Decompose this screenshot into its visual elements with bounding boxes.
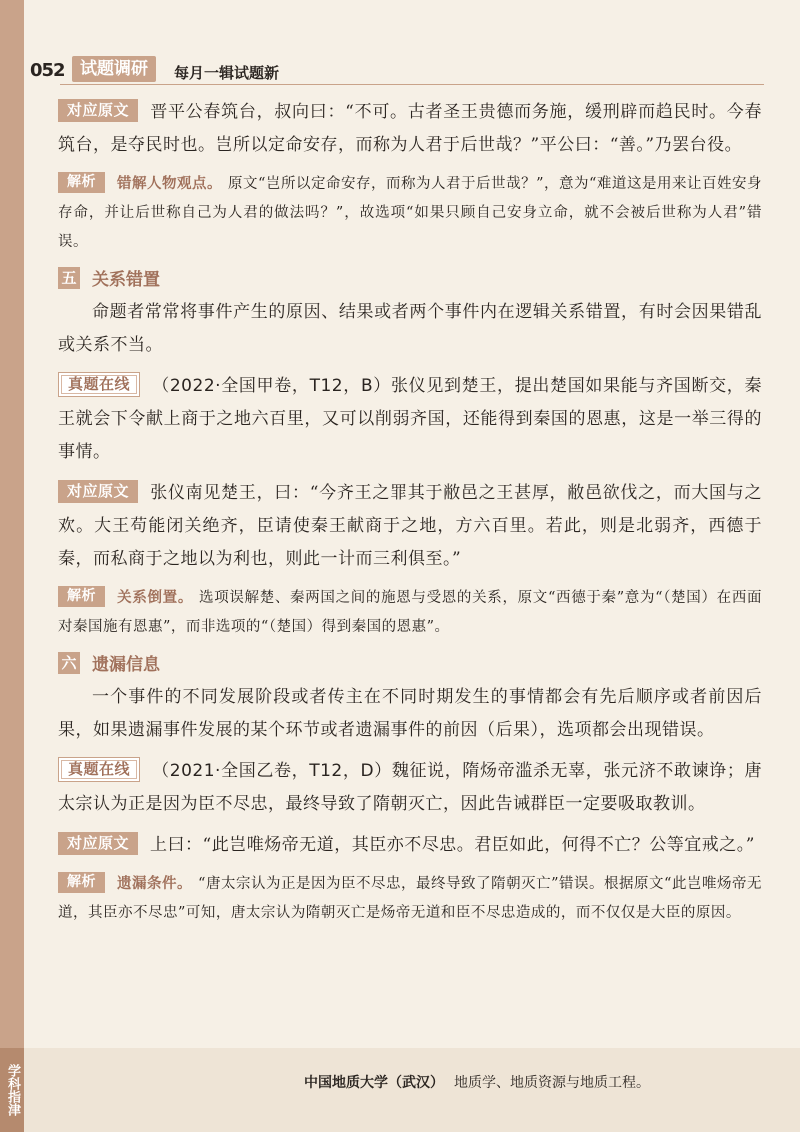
analysis-block xyxy=(58,584,762,642)
section-intro: 命题者常常将事件产生的原因、结果或者两个事件内在逻辑关系错置，有时会因果错乱或关系不当。 xyxy=(58,302,762,355)
exam-question-text: （2021·全国乙卷，T12，D）魏征说，隋炀帝滥杀无辜，张元济不敢谏诤；唐太宗认为正是因为臣不尽忠，最终导致了隋朝灭亡，因此告诫群臣一定要吸取教训。 xyxy=(58,761,762,814)
source-text: 张仪南见楚王，曰：“今齐王之罪其于敝邑之王甚厚，敝邑欲伐之，而大国与之欢。大王苟能闭关绝齐，臣请使秦王献商于之地，方六百里。若此，则是北弱齐，西德于秦，而私商于之地以为利也，则此一计而三利俱至。” xyxy=(58,483,762,569)
section-heading xyxy=(58,650,762,675)
left-margin-bar xyxy=(0,0,24,1132)
analysis-highlight: 遗漏条件。 xyxy=(117,876,193,892)
source-text: 上曰：“此岂唯炀帝无道，其臣亦不尽忠。君臣如此，何得不亡？公等宜戒之。” xyxy=(150,835,755,855)
source-text-tag: 对应原文 xyxy=(58,832,138,855)
analysis-block xyxy=(58,870,762,928)
analysis-highlight: 关系倒置。 xyxy=(117,590,194,606)
heading-number: 六 xyxy=(58,652,80,674)
source-text: 晋平公春筑台，叔向曰：“不可。古者圣王贵德而务施，缓刑辟而趋民时。今春筑台，是夺民时也。岂所以定命安存，而称为人君于后世哉？”平公曰：“善。”乃罢台役。 xyxy=(58,102,762,155)
analysis-highlight: 错解人物观点。 xyxy=(117,176,223,192)
analysis-text: 选项误解楚、秦两国之间的施恩与受恩的关系，原文“西德于秦”意为“（楚国）在西面对秦国施有恩惠”，而非选项的“（楚国）得到秦国的恩惠”。 xyxy=(58,590,762,635)
source-text-block xyxy=(58,477,762,576)
source-text-tag: 对应原文 xyxy=(58,99,138,122)
source-text-tag: 对应原文 xyxy=(58,480,138,503)
analysis-tag: 解析 xyxy=(58,172,105,193)
heading-title: 关系错置 xyxy=(92,270,160,290)
analysis-tag: 解析 xyxy=(58,586,105,607)
exam-question-text: （2022·全国甲卷，T12，B）张仪见到楚王，提出楚国如果能与齐国断交，秦王就会下令献上商于之地六百里，又可以削弱齐国，还能得到秦国的恩惠，这是一举三得的事情。 xyxy=(58,376,762,462)
heading-number: 五 xyxy=(58,267,80,289)
exam-question-tag: 真题在线 xyxy=(58,757,140,782)
section-intro: 一个事件的不同发展阶段或者传主在不同时期发生的事情都会有先后顺序或者前因后果，如果遗漏事件发展的某个环节或者遗漏事件的前因（后果），选项都会出现错误。 xyxy=(58,687,762,740)
header-rule xyxy=(60,84,764,85)
exam-question-block xyxy=(58,370,762,469)
footer-majors: 地质学、地质资源与地质工程。 xyxy=(454,1075,650,1091)
page-number: 052 xyxy=(30,60,65,81)
analysis-text: 原文“岂所以定命安存，而称为人君于后世哉？”，意为“难道这是用来让百姓安身存命，并让后世称自己为人君的做法吗？”，故选项“如果只顾自己安身立命，就不会被后世称为人君”错误。 xyxy=(58,176,762,250)
exam-question-tag: 真题在线 xyxy=(58,372,140,397)
analysis-tag: 解析 xyxy=(58,872,105,893)
footer-university: 中国地质大学（武汉） xyxy=(304,1075,444,1091)
header-subtitle: 每月一辑试题新 xyxy=(174,64,280,82)
exam-question-block xyxy=(58,755,762,821)
page-header xyxy=(24,54,764,88)
article-body xyxy=(58,96,762,936)
footer-side-label: 学科指津 xyxy=(0,1048,24,1132)
heading-title: 遗漏信息 xyxy=(92,655,160,675)
footer-text xyxy=(304,1072,650,1092)
source-text-block xyxy=(58,829,762,862)
analysis-block xyxy=(58,170,762,257)
page-footer xyxy=(24,1048,800,1132)
section-heading xyxy=(58,265,762,290)
analysis-text: “唐太宗认为正是因为臣不尽忠，最终导致了隋朝灭亡”错误。根据原文“此岂唯炀帝无道，其臣亦不尽忠”可知，唐太宗认为隋朝灭亡是炀帝无道和臣不尽忠造成的，而不仅仅是大臣的原因。 xyxy=(58,876,762,921)
section-label: 试题调研 xyxy=(72,56,156,82)
source-text-block xyxy=(58,96,762,162)
